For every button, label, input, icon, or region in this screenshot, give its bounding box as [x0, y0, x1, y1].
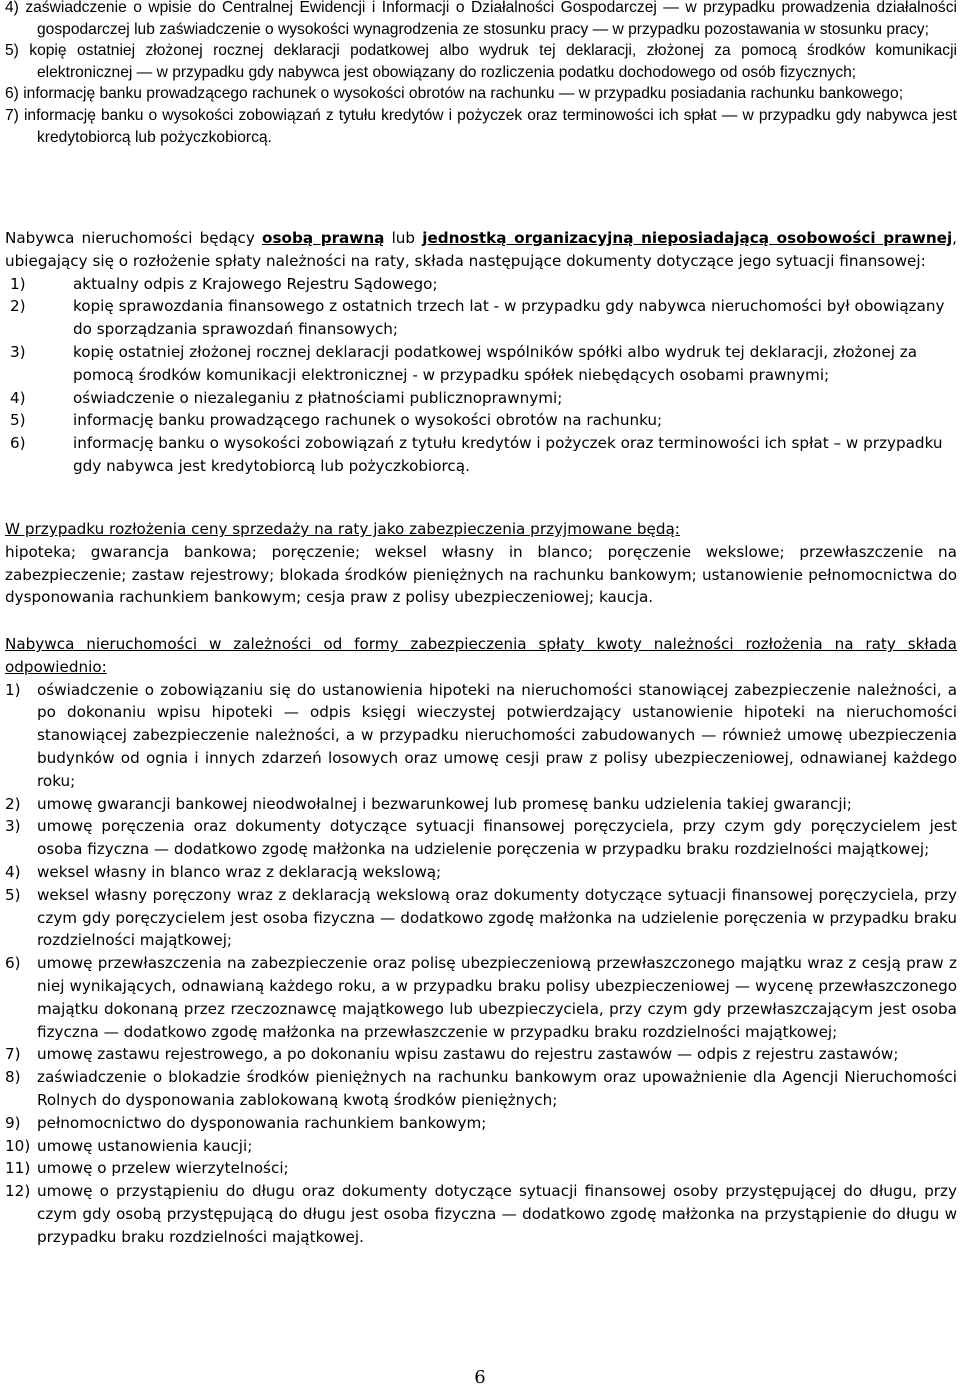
list-item: 2) umowę gwarancji bankowej nieodwołalnej i bezwarunkowej lub promesę banku udzielenia takiej gwarancji; — [5, 794, 852, 813]
security-heading: W przypadku rozłożenia ceny sprzedaży na raty jako zabezpieczenia przyjmowane będą: — [5, 520, 680, 538]
list-item: 1) oświadczenie o zobowiązaniu się do ustanowienia hipoteki na nieruchomości stanowiącej zabezpieczenie należności, a po dokonaniu wpisu hipoteki — odpis księgi wieczystej potwierdzający ustanowienie hipoteki na nieruchomości stanowiącej zabezpieczenie należności, a w przypadku nieruchomości zabudowanych — również umowę ubezpieczenia budynków od ognia i innych zdarzeń losowych oraz umowę cesji praw z polisy ubezpieczeniowej, odnawianej każdego roku; — [5, 680, 957, 790]
list-item: 6) informację banku prowadzącego rachunek o wysokości obrotów na rachunku — w przypadku posiadania rachunku bankowego; — [5, 85, 904, 103]
list-item: 9) pełnomocnictwo do dysponowania rachunkiem bankowym; — [5, 1113, 487, 1132]
list-item: 11) umowę o przelew wierzytelności; — [5, 1159, 289, 1178]
list-item: 6) umowę przewłaszczenia na zabezpieczenie oraz polisę ubezpieczeniową przewłaszczonego majątku wraz z cesją praw z niej wynikających, odnawianą każdego roku, a w przypadku braku polisy ubezpieczeniowej — wycenę przewłaszczonego majątku dokonaną przez rzeczoznawcę majątkowego lub ubezpieczyciela, przy czym gdy przewłaszczającym jest osoba fizyczna — dodatkowo zgodę małżonka na przewłaszczenie w przypadku braku rozdzielności majątkowej; — [5, 954, 957, 1041]
list-item: 7) informację banku o wysokości zobowiązań z tytułu kredytów i pożyczek oraz terminowości ich spłat — w przypadku gdy nabywca jest kredytobiorcą lub pożyczkobiorcą. — [5, 106, 957, 146]
security-body: hipoteka; gwarancja bankowa; poręczenie; weksel własny in blanco; poręczenie wekslowe; przewłaszczenie na zabezpieczenie; zastaw rejestrowy; blokada środków pieniężnych na rachunku bankowym; ustanowienie pełnomocnictwa do dysponowania rachunkiem bankowym; cesja praw z polisy ubezpieczeniowej; kaucja. — [5, 542, 957, 607]
list-item: 3) kopię ostatniej złożonej rocznej deklaracji podatkowej wspólników spółki albo wydruk tej deklaracji, złożonej za pomocą środków komunikacji elektronicznej - w przypadku spółek niebędących osobami prawnymi; — [10, 342, 918, 384]
bold-phrase: osobą prawną — [262, 229, 385, 247]
list-item: 12) umowę o przystąpieniu do długu oraz dokumenty dotyczące sytuacji finansowej osoby przystępującej do długu, przy czym gdy osobą przystępującą do długu jest osoba fizyczna — dodatkowo zgodę małżonka na przystąpienie do długu w przypadku braku rozdzielności majątkowej. — [5, 1182, 957, 1246]
list-item: 4) weksel własny in blanco wraz z deklaracją wekslową; — [5, 862, 442, 881]
page-number: 6 — [474, 1367, 486, 1388]
documents-section — [5, 633, 957, 1249]
security-section — [5, 518, 957, 609]
list-item: 7) umowę zastawu rejestrowego, a po dokonaniu wpisu zastawu do rejestru zastawów — odpis z rejestru zastawów; — [5, 1045, 899, 1064]
list-item: 8) zaświadczenie o blokadzie środków pieniężnych na rachunku bankowym oraz upoważnienie dla Agencji Nieruchomości Rolnych do dysponowania zablokowaną kwotą środków pieniężnych; — [5, 1068, 957, 1109]
list-item: 10) umowę ustanowienia kaucji; — [5, 1136, 253, 1155]
documents-list — [5, 679, 957, 1249]
list-item: 4) oświadczenie o niezaleganiu z płatnościami publicznoprawnymi; — [10, 388, 563, 407]
documents-heading: Nabywca nieruchomości w zależności od formy zabezpieczenia spłaty kwoty należności rozłożenia na raty składa odpowiednio: — [5, 635, 957, 676]
list-item: 1) aktualny odpis z Krajowego Rejestru Sądowego; — [10, 274, 438, 293]
bold-phrase: jednostką organizacyjną nieposiadającą osobowości prawnej — [422, 229, 953, 247]
legal-person-intro: Nabywca nieruchomości będący osobą prawną lub jednostką organizacyjną nieposiadającą osobowości prawnej, ubiegający się o rozłożenie spłaty należności na raty, składa następujące dokumenty dotyczące jego sytuacji finansowej: — [5, 229, 957, 270]
list-item: 5) kopię ostatniej złożonej rocznej deklaracji podatkowej albo wydruk tej deklaracji, złożonej za pomocą środków komunikacji elektronicznej — w przypadku gdy nabywca jest obowiązany do rozliczenia podatku dochodowego od osób fizycznych; — [5, 42, 957, 81]
list-item: 5) weksel własny poręczony wraz z deklaracją wekslową oraz dokumenty dotyczące sytuacji finansowej poręczyciela, przy czym gdy poręczycielem jest osoba fizyczna — dodatkowo zgodę małżonka na udzielenie poręczenia w przypadku braku rozdzielności majątkowej; — [5, 885, 957, 950]
legal-person-section — [5, 227, 957, 478]
legal-person-documents-list — [5, 273, 957, 478]
list-item: 3) umowę poręczenia oraz dokumenty dotyczące sytuacji finansowej poręczyciela, przy czym gdy poręczycielem jest osoba fizyczna — dodatkowo zgodę małżonka na udzielenie poręczenia w przypadku braku rozdzielności majątkowej; — [5, 817, 957, 859]
list-item: 5) informację banku prowadzącego rachunek o wysokości obrotów na rachunku; — [10, 411, 663, 430]
list-item: 2) kopię sprawozdania finansowego z ostatnich trzech lat - w przypadku gdy nabywca nieruchomości był obowiązany do sporządzania sprawozdań finansowych; — [10, 297, 945, 339]
natural-person-documents-list — [5, 0, 957, 148]
list-item: 6) informację banku o wysokości zobowiązań z tytułu kredytów i pożyczek oraz terminowości ich spłat – w przypadku gdy nabywca jest kredytobiorcą lub pożyczkobiorcą. — [10, 434, 943, 475]
list-item: 4) zaświadczenie o wpisie do Centralnej Ewidencji i Informacji o Działalności Gospodarczej — w przypadku prowadzenia działalności gospodarczej lub zaświadczenie o wysokości wynagrodzenia ze stosunku pracy — w przypadku pozostawania w stosunku pracy; — [5, 0, 957, 38]
